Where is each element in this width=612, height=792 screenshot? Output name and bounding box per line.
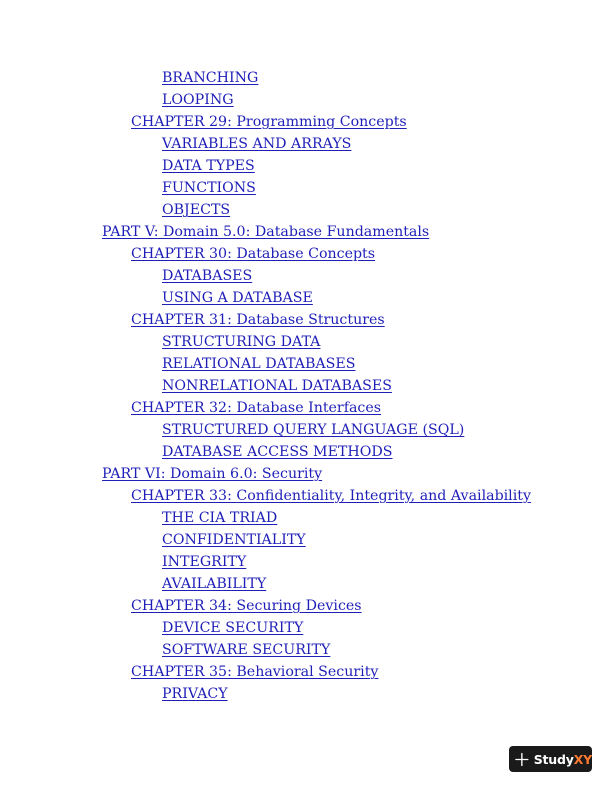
toc-link-relational-databases[interactable]: RELATIONAL DATABASES — [162, 356, 356, 372]
toc-link-chapter-32[interactable]: CHAPTER 32: Database Interfaces — [131, 400, 382, 416]
toc-link-software-security[interactable]: SOFTWARE SECURITY — [162, 642, 331, 658]
studyxy-badge[interactable] — [509, 746, 592, 772]
toc-link-data-types[interactable]: DATA TYPES — [162, 158, 255, 174]
toc-link-chapter-33[interactable]: CHAPTER 33: Confidentiality, Integrity, and Availability — [131, 488, 531, 504]
toc-link-variables-and-arrays[interactable]: VARIABLES AND ARRAYS — [162, 136, 352, 152]
toc-link-chapter-34[interactable]: CHAPTER 34: Securing Devices — [131, 598, 362, 614]
toc-link-chapter-31[interactable]: CHAPTER 31: Database Structures — [131, 312, 385, 328]
toc-link-part-v[interactable]: PART V: Domain 5.0: Database Fundamentals — [102, 224, 430, 240]
toc-link-integrity[interactable]: INTEGRITY — [162, 554, 247, 570]
toc-link-looping[interactable]: LOOPING — [162, 92, 234, 108]
toc-link-device-security[interactable]: DEVICE SECURITY — [162, 620, 304, 636]
toc-link-privacy[interactable]: PRIVACY — [162, 686, 228, 702]
toc-link-database-access-methods[interactable]: DATABASE ACCESS METHODS — [162, 444, 393, 460]
toc-link-structuring-data[interactable]: STRUCTURING DATA — [162, 334, 321, 350]
toc-link-objects[interactable]: OBJECTS — [162, 202, 231, 218]
brand-name — [534, 752, 592, 767]
toc-link-branching[interactable]: BRANCHING — [162, 70, 259, 86]
toc-link-availability[interactable]: AVAILABILITY — [162, 576, 267, 592]
toc-link-chapter-35[interactable]: CHAPTER 35: Behavioral Security — [131, 664, 379, 680]
toc-link-chapter-29[interactable]: CHAPTER 29: Programming Concepts — [131, 114, 407, 130]
toc-link-cia-triad[interactable]: THE CIA TRIAD — [162, 510, 278, 526]
toc-link-confidentiality[interactable]: CONFIDENTIALITY — [162, 532, 306, 548]
plus-cross-icon — [515, 752, 529, 767]
toc-link-using-a-database[interactable]: USING A DATABASE — [162, 290, 313, 306]
toc-link-databases[interactable]: DATABASES — [162, 268, 253, 284]
toc-link-sql[interactable]: STRUCTURED QUERY LANGUAGE (SQL) — [162, 422, 465, 438]
toc-link-part-vi[interactable]: PART VI: Domain 6.0: Security — [102, 466, 323, 482]
brand-name-study: Study — [533, 751, 574, 767]
toc-link-chapter-30[interactable]: CHAPTER 30: Database Concepts — [131, 246, 376, 262]
toc-link-functions[interactable]: FUNCTIONS — [162, 180, 256, 196]
brand-name-xy: XY — [573, 751, 592, 767]
toc-link-nonrelational-databases[interactable]: NONRELATIONAL DATABASES — [162, 378, 392, 394]
